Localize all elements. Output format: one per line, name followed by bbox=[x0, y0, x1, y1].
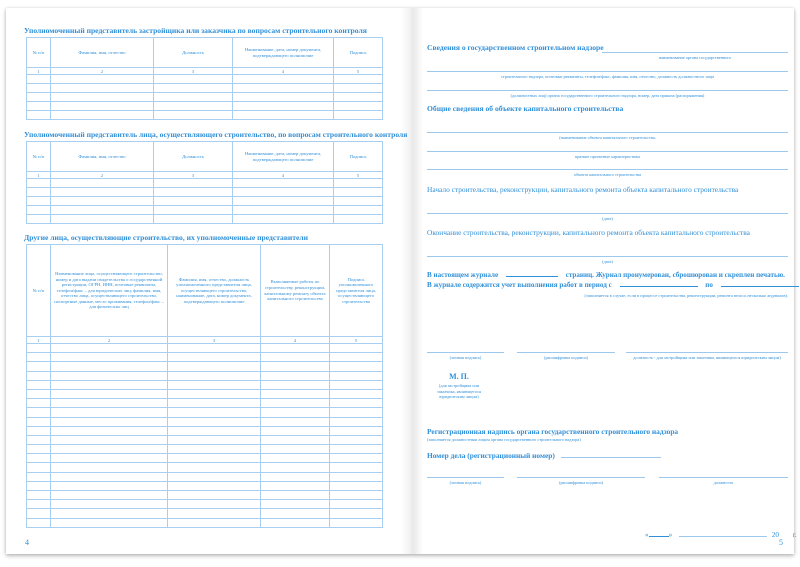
table2 bbox=[26, 141, 383, 224]
table-cell[interactable] bbox=[27, 417, 51, 426]
table-cell[interactable] bbox=[168, 500, 261, 509]
table-cell[interactable] bbox=[51, 215, 154, 224]
stamp-note: (для застройщика или заказчика, являющегося юридическим лицом) bbox=[437, 383, 481, 399]
table-cell[interactable] bbox=[233, 75, 334, 84]
table-cell[interactable] bbox=[334, 102, 383, 111]
table-cell[interactable] bbox=[168, 509, 261, 518]
journal-line2-to: по bbox=[705, 281, 713, 289]
date-close-quote: » bbox=[668, 531, 673, 539]
header-row bbox=[27, 142, 383, 172]
table-cell[interactable] bbox=[27, 426, 51, 435]
table-cell[interactable] bbox=[168, 353, 261, 362]
table-cell[interactable] bbox=[27, 408, 51, 417]
column-number: 5 bbox=[334, 172, 383, 179]
table-row bbox=[27, 417, 383, 426]
page-count-blank[interactable] bbox=[506, 270, 558, 277]
table-cell[interactable] bbox=[27, 102, 51, 111]
start-date-caption: (дата) bbox=[602, 216, 613, 221]
table-cell[interactable] bbox=[330, 445, 383, 454]
journal-spread bbox=[6, 8, 797, 554]
supervision-line-2[interactable] bbox=[427, 71, 788, 72]
supervision-line-3[interactable] bbox=[427, 90, 788, 91]
column-number: 4 bbox=[233, 68, 334, 75]
end-date-line[interactable] bbox=[427, 256, 788, 257]
column-number: 2 bbox=[51, 337, 168, 344]
object-title: Общие сведения об объекте капитального строительства bbox=[427, 104, 624, 113]
table-cell[interactable] bbox=[51, 206, 154, 215]
column-number-row bbox=[27, 172, 383, 179]
table-cell[interactable] bbox=[334, 188, 383, 197]
table3-title: Другие лица, осуществляющие строительство, их уполномоченные представители bbox=[24, 233, 309, 242]
table-cell[interactable] bbox=[330, 362, 383, 371]
table-cell[interactable] bbox=[154, 111, 233, 120]
table-cell[interactable] bbox=[168, 408, 261, 417]
column-header: Фамилия, имя, отчество bbox=[51, 142, 154, 172]
sign-decode-caption: (расшифровка подписи) bbox=[544, 355, 588, 360]
table-row bbox=[27, 84, 383, 93]
table-row bbox=[27, 435, 383, 444]
table-row bbox=[27, 362, 383, 371]
table-cell[interactable] bbox=[27, 472, 51, 481]
table-cell[interactable] bbox=[27, 84, 51, 93]
table-cell[interactable] bbox=[51, 435, 168, 444]
table-cell[interactable] bbox=[51, 102, 154, 111]
table-cell[interactable] bbox=[168, 389, 261, 398]
table-cell[interactable] bbox=[51, 399, 168, 408]
table-cell[interactable] bbox=[51, 353, 168, 362]
table-cell[interactable] bbox=[51, 518, 168, 527]
table-cell[interactable] bbox=[261, 380, 330, 389]
table-cell[interactable] bbox=[51, 84, 154, 93]
table-cell[interactable] bbox=[51, 389, 168, 398]
table-cell[interactable] bbox=[334, 206, 383, 215]
table-row bbox=[27, 179, 383, 188]
object-line-2[interactable] bbox=[427, 151, 788, 152]
table-cell[interactable] bbox=[330, 518, 383, 527]
column-number: 4 bbox=[261, 337, 330, 344]
table-cell[interactable] bbox=[27, 463, 51, 472]
registration-note: (заполняется должностным лицом органа государственного строительного надзора) bbox=[427, 437, 581, 442]
table-row bbox=[27, 445, 383, 454]
table3 bbox=[26, 244, 383, 528]
table-cell[interactable] bbox=[51, 509, 168, 518]
reg-position-line[interactable] bbox=[659, 477, 788, 478]
table-row bbox=[27, 344, 383, 353]
table-cell[interactable] bbox=[168, 380, 261, 389]
supervision-title: Сведения о государственном строительном надзоре bbox=[427, 43, 604, 52]
table-row bbox=[27, 215, 383, 224]
date-month-blank[interactable] bbox=[679, 530, 767, 537]
table-cell[interactable] bbox=[261, 435, 330, 444]
table-cell[interactable] bbox=[261, 399, 330, 408]
table-cell[interactable] bbox=[261, 472, 330, 481]
column-number: 1 bbox=[27, 68, 51, 75]
reg-sign-decode-caption: (расшифровка подписи) bbox=[559, 480, 603, 485]
table-cell[interactable] bbox=[27, 188, 51, 197]
table-cell[interactable] bbox=[51, 197, 154, 206]
column-header: Подпись уполномоченного представителя лица, осуществляющего строительство bbox=[330, 245, 383, 337]
table-cell[interactable] bbox=[27, 206, 51, 215]
column-number: 3 bbox=[154, 172, 233, 179]
table-cell[interactable] bbox=[261, 371, 330, 380]
table-cell[interactable] bbox=[261, 500, 330, 509]
table-cell[interactable] bbox=[154, 75, 233, 84]
column-header: Выполняемые работы по строительству, реконструкции, капитальному ремонту объекта капитального строительства bbox=[261, 245, 330, 337]
table-cell[interactable] bbox=[27, 371, 51, 380]
table-cell[interactable] bbox=[233, 93, 334, 102]
table-cell[interactable] bbox=[154, 179, 233, 188]
end-date-caption: (дата) bbox=[602, 259, 613, 264]
table-cell[interactable] bbox=[168, 454, 261, 463]
table-cell[interactable] bbox=[330, 371, 383, 380]
table-cell[interactable] bbox=[168, 362, 261, 371]
column-header: Наименование, дата, номер документа, подтверждающего полномочие bbox=[233, 142, 334, 172]
table-cell[interactable] bbox=[168, 435, 261, 444]
table-cell[interactable] bbox=[51, 500, 168, 509]
table-cell[interactable] bbox=[51, 481, 168, 490]
table-cell[interactable] bbox=[334, 75, 383, 84]
table-cell[interactable] bbox=[233, 215, 334, 224]
column-header: Должность bbox=[154, 38, 233, 68]
table-cell[interactable] bbox=[154, 84, 233, 93]
table-cell[interactable] bbox=[330, 454, 383, 463]
table-cell[interactable] bbox=[27, 509, 51, 518]
table-cell[interactable] bbox=[51, 472, 168, 481]
column-header: № п/п bbox=[27, 245, 51, 337]
right-page bbox=[423, 8, 797, 554]
supervision-caption-3: (должностных лиц) органа государственного строительного надзора, номер, дата приказа (распоряжения) bbox=[510, 93, 705, 98]
table-cell[interactable] bbox=[330, 472, 383, 481]
table-cell[interactable] bbox=[154, 206, 233, 215]
table-cell[interactable] bbox=[261, 509, 330, 518]
table-row bbox=[27, 500, 383, 509]
table-cell[interactable] bbox=[27, 389, 51, 398]
table-cell[interactable] bbox=[261, 362, 330, 371]
table-cell[interactable] bbox=[27, 111, 51, 120]
table-cell[interactable] bbox=[51, 188, 154, 197]
table-cell[interactable] bbox=[27, 215, 51, 224]
table-cell[interactable] bbox=[261, 454, 330, 463]
table-cell[interactable] bbox=[261, 408, 330, 417]
date-day-blank[interactable] bbox=[649, 530, 669, 537]
table-row bbox=[27, 380, 383, 389]
table-cell[interactable] bbox=[233, 197, 334, 206]
column-number: 1 bbox=[27, 172, 51, 179]
table-cell[interactable] bbox=[330, 463, 383, 472]
table-cell[interactable] bbox=[233, 111, 334, 120]
table-row bbox=[27, 399, 383, 408]
table-cell[interactable] bbox=[168, 481, 261, 490]
table-row bbox=[27, 472, 383, 481]
table-cell[interactable] bbox=[334, 111, 383, 120]
reg-position-caption: должность bbox=[713, 480, 734, 485]
table-cell[interactable] bbox=[233, 102, 334, 111]
table-cell[interactable] bbox=[154, 102, 233, 111]
personal-sign-caption: (личная подпись) bbox=[449, 355, 482, 360]
table-cell[interactable] bbox=[261, 445, 330, 454]
table-cell[interactable] bbox=[168, 491, 261, 500]
table-cell[interactable] bbox=[27, 344, 51, 353]
position-caption: должность - для застройщика или заказчика, являющегося юридическим лицом) bbox=[633, 355, 781, 360]
table-cell[interactable] bbox=[330, 435, 383, 444]
journal-line-1 bbox=[427, 270, 785, 279]
table-cell[interactable] bbox=[261, 481, 330, 490]
start-date-line[interactable] bbox=[427, 213, 788, 214]
table-cell[interactable] bbox=[168, 399, 261, 408]
date-year-suffix: г. bbox=[792, 531, 797, 539]
table-row bbox=[27, 408, 383, 417]
case-number-row bbox=[427, 451, 661, 460]
table2-title: Уполномоченный представитель лица, осуществляющего строительство, по вопросам строительного контроля bbox=[24, 130, 408, 139]
case-number-label: Номер дела (регистрационный номер) bbox=[427, 451, 555, 460]
table-row bbox=[27, 454, 383, 463]
table-cell[interactable] bbox=[330, 417, 383, 426]
table-cell[interactable] bbox=[51, 371, 168, 380]
table-row bbox=[27, 463, 383, 472]
supervision-caption-1: наименование органа государственного bbox=[658, 55, 732, 60]
journal-note: (заполняется в случае, если в процессе строительства, реконструкции, ремонта велось несколько журналов). bbox=[584, 293, 788, 298]
table-cell[interactable] bbox=[51, 111, 154, 120]
column-number-row bbox=[27, 68, 383, 75]
table-cell[interactable] bbox=[168, 426, 261, 435]
table-cell[interactable] bbox=[51, 362, 168, 371]
column-header: № п/п bbox=[27, 38, 51, 68]
object-line-1[interactable] bbox=[427, 132, 788, 133]
journal-line1-end: страниц. Журнал пронумерован, сброшюрован и скреплен печатью. bbox=[565, 271, 785, 279]
journal-line2-start: В журнале содержится учет выполнения работ в период с bbox=[427, 281, 612, 289]
page-number-right: 5 bbox=[779, 538, 783, 547]
table-cell[interactable] bbox=[261, 463, 330, 472]
table-cell[interactable] bbox=[330, 353, 383, 362]
table-cell[interactable] bbox=[51, 75, 154, 84]
column-number: 2 bbox=[51, 68, 154, 75]
table-cell[interactable] bbox=[330, 426, 383, 435]
header-row bbox=[27, 38, 383, 68]
table-cell[interactable] bbox=[51, 491, 168, 500]
column-header: Подпись bbox=[334, 142, 383, 172]
case-number-blank[interactable] bbox=[561, 451, 661, 458]
table-cell[interactable] bbox=[330, 408, 383, 417]
stamp-label: М. П. bbox=[449, 372, 469, 381]
table-cell[interactable] bbox=[261, 426, 330, 435]
object-caption-1: (наименование объекта капитального строительства, bbox=[559, 135, 656, 140]
column-header: Наименование лица, осуществляющего строительство, номер и дата выдачи свидетельства о государственной регистрации, ОГРН, ИНН, почтовые реквизиты, телефон/факс – для юридических лиц; фамилия, имя, отчество лица, осуществляющего строительство, паспортные данные, место проживания, телефон/факс – для физических лиц bbox=[51, 245, 168, 337]
table-cell[interactable] bbox=[27, 491, 51, 500]
table-cell[interactable] bbox=[27, 399, 51, 408]
table-cell[interactable] bbox=[334, 197, 383, 206]
column-number: 5 bbox=[330, 337, 383, 344]
table-cell[interactable] bbox=[51, 454, 168, 463]
period-to-blank[interactable] bbox=[721, 280, 799, 287]
table-cell[interactable] bbox=[27, 454, 51, 463]
table-row bbox=[27, 389, 383, 398]
column-number: 5 bbox=[334, 68, 383, 75]
date-open-quote: « bbox=[645, 531, 649, 539]
table-cell[interactable] bbox=[27, 445, 51, 454]
table-row bbox=[27, 353, 383, 362]
period-from-blank[interactable] bbox=[620, 280, 698, 287]
header-row bbox=[27, 245, 383, 337]
table-cell[interactable] bbox=[27, 380, 51, 389]
start-title: Начало строительства, реконструкции, капитального ремонта объекта капитального строительства bbox=[427, 185, 739, 194]
table-cell[interactable] bbox=[330, 500, 383, 509]
table-row bbox=[27, 93, 383, 102]
object-line-3[interactable] bbox=[427, 169, 788, 170]
table-cell[interactable] bbox=[51, 417, 168, 426]
table-cell[interactable] bbox=[261, 344, 330, 353]
table-cell[interactable] bbox=[51, 445, 168, 454]
personal-sign-line[interactable] bbox=[427, 352, 504, 353]
table1 bbox=[26, 37, 383, 120]
object-caption-3: объекта капитального строительства bbox=[573, 172, 642, 177]
table-cell[interactable] bbox=[330, 399, 383, 408]
object-caption-2: краткие проектные характеристики bbox=[575, 154, 640, 159]
table-cell[interactable] bbox=[27, 179, 51, 188]
supervision-caption-2: строительного надзора, почтовые реквизиты, телефон/факс, фамилия, имя, отчество, должность должностного лица bbox=[500, 74, 715, 79]
table-cell[interactable] bbox=[233, 188, 334, 197]
table-cell[interactable] bbox=[233, 206, 334, 215]
table-cell[interactable] bbox=[334, 84, 383, 93]
column-header: Должность bbox=[154, 142, 233, 172]
left-page bbox=[6, 8, 408, 554]
column-number: 3 bbox=[168, 337, 261, 344]
column-header: Подпись bbox=[334, 38, 383, 68]
column-number-row bbox=[27, 337, 383, 344]
table-cell[interactable] bbox=[51, 408, 168, 417]
end-title: Окончание строительства, реконструкции, капитального ремонта объекта капитального строительства bbox=[427, 228, 750, 237]
table-cell[interactable] bbox=[51, 179, 154, 188]
column-number: 4 bbox=[233, 172, 334, 179]
table-cell[interactable] bbox=[330, 389, 383, 398]
table-cell[interactable] bbox=[27, 75, 51, 84]
table-cell[interactable] bbox=[330, 491, 383, 500]
table-cell[interactable] bbox=[27, 93, 51, 102]
table-cell[interactable] bbox=[27, 197, 51, 206]
table-cell[interactable] bbox=[168, 417, 261, 426]
table-cell[interactable] bbox=[154, 197, 233, 206]
table-row bbox=[27, 197, 383, 206]
column-number: 2 bbox=[51, 172, 154, 179]
table-cell[interactable] bbox=[168, 518, 261, 527]
column-number: 1 bbox=[27, 337, 51, 344]
sign-decode-line[interactable] bbox=[517, 352, 615, 353]
table1-title: Уполномоченный представитель застройщика или заказчика по вопросам строительного контроля bbox=[24, 26, 367, 35]
column-header: № п/п bbox=[27, 142, 51, 172]
column-header: Фамилия, имя, отчество bbox=[51, 38, 154, 68]
table-row bbox=[27, 509, 383, 518]
table-cell[interactable] bbox=[27, 435, 51, 444]
table-cell[interactable] bbox=[261, 417, 330, 426]
table-cell[interactable] bbox=[27, 353, 51, 362]
registration-title: Регистрационная надпись органа государственного строительного надзора bbox=[427, 427, 679, 436]
table-cell[interactable] bbox=[168, 344, 261, 353]
table-cell[interactable] bbox=[154, 215, 233, 224]
column-header: Наименование, дата, номер документа, подтверждающего полномочие bbox=[233, 38, 334, 68]
table-cell[interactable] bbox=[233, 84, 334, 93]
table-cell[interactable] bbox=[27, 362, 51, 371]
supervision-line-1[interactable] bbox=[602, 52, 788, 53]
table-row bbox=[27, 102, 383, 111]
table-cell[interactable] bbox=[27, 481, 51, 490]
table-row bbox=[27, 188, 383, 197]
table-cell[interactable] bbox=[334, 93, 383, 102]
column-header: Фамилия, имя, отчество, должность уполномоченного представителя лица, осуществляющего строительство, наименование, дата, номер документа, подтверждающего полномочие bbox=[168, 245, 261, 337]
table-row bbox=[27, 111, 383, 120]
reg-personal-sign-line[interactable] bbox=[427, 477, 504, 478]
reg-personal-sign-caption: (личная подпись) bbox=[449, 480, 482, 485]
table-cell[interactable] bbox=[334, 179, 383, 188]
table-cell[interactable] bbox=[330, 380, 383, 389]
table-cell[interactable] bbox=[261, 389, 330, 398]
table-row bbox=[27, 491, 383, 500]
page-number-left: 4 bbox=[25, 538, 29, 547]
table-cell[interactable] bbox=[51, 93, 154, 102]
table-row bbox=[27, 518, 383, 527]
position-line[interactable] bbox=[626, 352, 788, 353]
page-gutter bbox=[401, 8, 423, 554]
date-year-prefix: 20 bbox=[771, 531, 779, 539]
table-row bbox=[27, 75, 383, 84]
reg-sign-decode-line[interactable] bbox=[517, 477, 645, 478]
table-row bbox=[27, 206, 383, 215]
table-cell[interactable] bbox=[154, 93, 233, 102]
table-cell[interactable] bbox=[168, 445, 261, 454]
table-cell[interactable] bbox=[168, 371, 261, 380]
column-number: 3 bbox=[154, 68, 233, 75]
table-cell[interactable] bbox=[233, 179, 334, 188]
journal-line1-start: В настоящем журнале bbox=[427, 271, 499, 279]
journal-line-2 bbox=[427, 280, 799, 289]
table-cell[interactable] bbox=[27, 518, 51, 527]
table-cell[interactable] bbox=[51, 344, 168, 353]
table-cell[interactable] bbox=[261, 353, 330, 362]
table-cell[interactable] bbox=[168, 472, 261, 481]
table-cell[interactable] bbox=[261, 518, 330, 527]
table-cell[interactable] bbox=[330, 481, 383, 490]
table-cell[interactable] bbox=[51, 463, 168, 472]
table-cell[interactable] bbox=[27, 500, 51, 509]
table-row bbox=[27, 371, 383, 380]
table-row bbox=[27, 426, 383, 435]
table-cell[interactable] bbox=[154, 188, 233, 197]
table-row bbox=[27, 481, 383, 490]
table-cell[interactable] bbox=[51, 380, 168, 389]
table-cell[interactable] bbox=[168, 463, 261, 472]
table-cell[interactable] bbox=[334, 215, 383, 224]
table-cell[interactable] bbox=[330, 344, 383, 353]
table-cell[interactable] bbox=[261, 491, 330, 500]
date-row bbox=[645, 530, 797, 539]
table-cell[interactable] bbox=[51, 426, 168, 435]
table-cell[interactable] bbox=[330, 509, 383, 518]
